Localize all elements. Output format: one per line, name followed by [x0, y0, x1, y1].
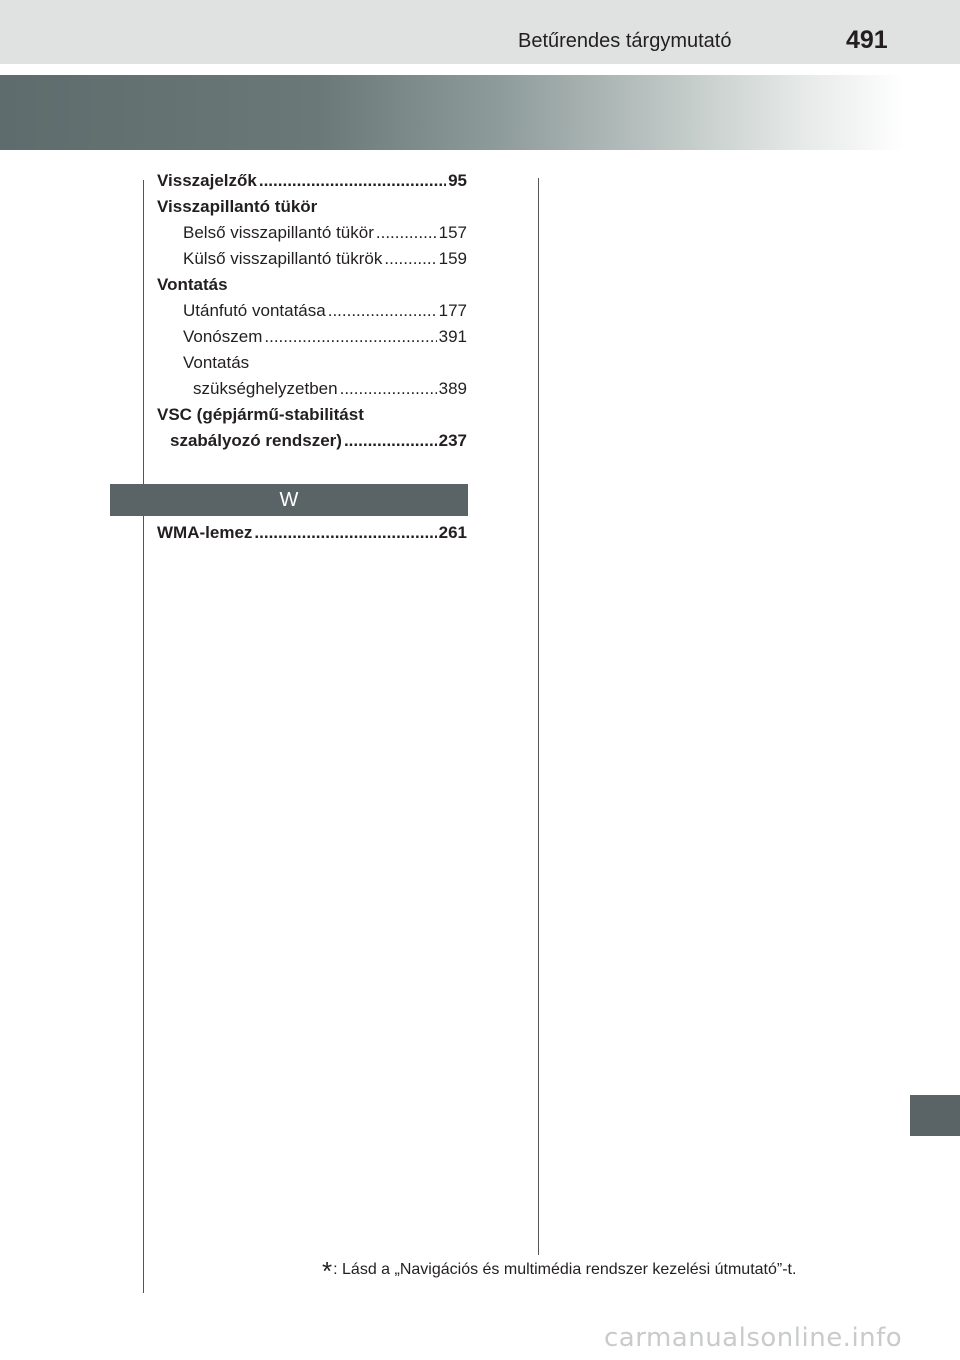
index-entry — [157, 194, 467, 220]
index-entry — [157, 246, 467, 272]
index-entry-page[interactable]: 389 — [438, 379, 467, 398]
left-column-rule — [143, 180, 144, 1293]
index-entry-term: Vontatás — [157, 275, 228, 294]
index-entry-page[interactable]: 237 — [438, 431, 467, 450]
index-entry-term: szükséghelyzetben — [193, 379, 338, 398]
index-entry-term: Vonószem — [183, 327, 263, 346]
leader-dots — [384, 246, 436, 272]
index-entry-term: VSC (gépjármű-stabilitást — [157, 405, 364, 424]
index-entry-term: Utánfutó vontatása — [183, 301, 326, 320]
index-entry-page[interactable]: 261 — [438, 523, 467, 542]
index-entry — [157, 220, 467, 246]
index-entry-page[interactable]: 95 — [448, 171, 467, 190]
footnote — [322, 1256, 796, 1287]
header-band — [0, 0, 960, 64]
leader-dots — [259, 168, 446, 194]
index-entries-w — [157, 520, 467, 546]
index-entry — [157, 520, 467, 546]
index-entry — [157, 428, 467, 454]
index-entry-page[interactable]: 177 — [438, 301, 467, 320]
watermark: carmanualsonline.info — [604, 1323, 903, 1353]
leader-dots — [340, 376, 437, 402]
index-entry — [157, 272, 467, 298]
index-entry-page[interactable]: 157 — [438, 223, 467, 242]
footnote-marker: * — [322, 1256, 333, 1286]
index-entry — [157, 324, 467, 350]
middle-column-rule — [538, 178, 539, 1255]
index-entry — [157, 168, 467, 194]
leader-dots — [328, 298, 437, 324]
page-number: 491 — [846, 26, 888, 54]
index-entry — [157, 402, 467, 428]
leader-dots — [344, 428, 437, 454]
index-entries-v — [157, 168, 467, 454]
index-entry-term: Vontatás — [183, 353, 250, 372]
index-entry-term: szabályozó rendszer) — [170, 431, 342, 450]
chapter-side-tab[interactable] — [910, 1095, 960, 1136]
index-entry — [157, 376, 467, 402]
leader-dots — [264, 324, 436, 350]
index-entry-page[interactable]: 391 — [438, 327, 467, 346]
footnote-text: : Lásd a „Navigációs és multimédia rendszer kezelési útmutató”-t. — [333, 1261, 797, 1278]
index-entry-term: Visszapillantó tükör — [157, 197, 318, 216]
index-entry-term: WMA-lemez — [157, 523, 253, 542]
index-entry-term: Visszajelzők — [157, 171, 257, 190]
decorative-gradient-bar — [0, 75, 905, 150]
section-title: Betűrendes tárgymutató — [518, 30, 732, 52]
leader-dots — [376, 220, 437, 246]
index-entry-page[interactable]: 159 — [438, 249, 467, 268]
index-entry-term: Belső visszapillantó tükör — [183, 223, 374, 242]
letter-heading-w: W — [110, 484, 468, 516]
index-entry-term: Külső visszapillantó tükrök — [183, 249, 383, 268]
index-entry — [157, 298, 467, 324]
leader-dots — [254, 520, 436, 546]
index-entry — [157, 350, 467, 376]
